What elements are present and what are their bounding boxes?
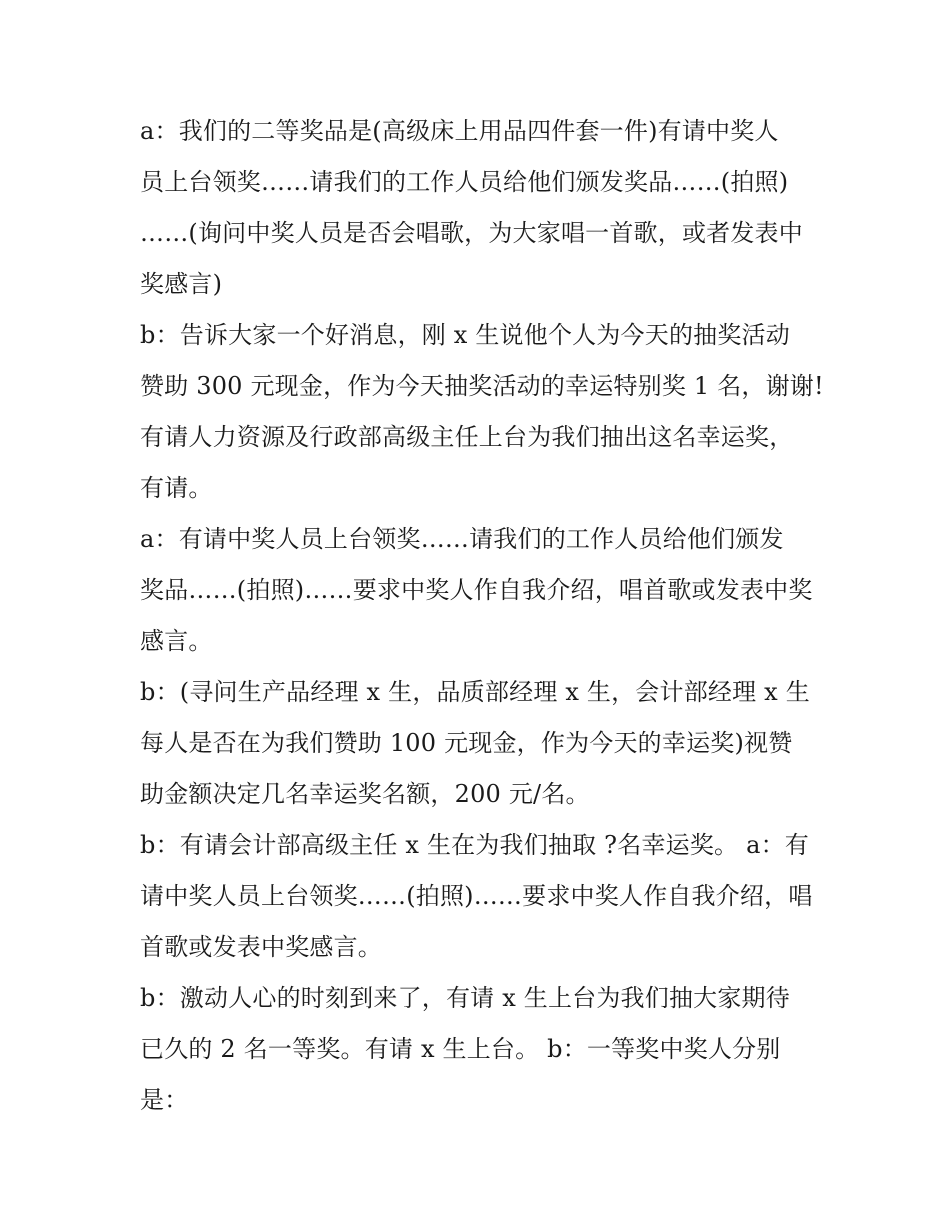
- text-line: 有请人力资源及行政部高级主任上台为我们抽出这名幸运奖，: [140, 423, 794, 451]
- text-line: b：激动人心的时刻到来了，有请 x 生上台为我们抽大家期待: [140, 984, 790, 1012]
- text-line: b：有请会计部高级主任 x 生在为我们抽取 ?名幸运奖。 a：有: [140, 831, 809, 859]
- text-line: a：有请中奖人员上台领奖……请我们的工作人员给他们颁发: [140, 525, 784, 553]
- text-line: b：(寻问生产品经理 x 生，品质部经理 x 生，会计部经理 x 生: [140, 678, 810, 706]
- text-line: b：告诉大家一个好消息，刚 x 生说他个人为今天的抽奖活动: [140, 321, 790, 349]
- text-line: 感言。: [140, 627, 213, 655]
- text-line: 员上台领奖……请我们的工作人员给他们颁发奖品……(拍照): [140, 168, 789, 196]
- text-line: 赞助 300 元现金，作为今天抽奖活动的幸运特别奖 1 名，谢谢!: [140, 372, 824, 400]
- document-body: [140, 106, 824, 1126]
- text-line: ……(询问中奖人员是否会唱歌，为大家唱一首歌，或者发表中: [140, 219, 803, 247]
- text-line: 每人是否在为我们赞助 100 元现金，作为今天的幸运奖)视赞: [140, 729, 793, 757]
- text-line: 首歌或发表中奖感言。: [140, 933, 382, 961]
- text-line: 奖品……(拍照)……要求中奖人作自我介绍，唱首歌或发表中奖: [140, 576, 813, 604]
- text-line: 请中奖人员上台领奖……(拍照)……要求中奖人作自我介绍，唱: [140, 882, 813, 910]
- text-line: 是：: [140, 1086, 189, 1114]
- text-line: 助金额决定几名幸运奖名额，200 元/名。: [140, 780, 590, 808]
- text-line: 有请。: [140, 474, 213, 502]
- text-line: 奖感言): [140, 270, 223, 298]
- text-line: 已久的 2 名一等奖。有请 x 生上台。 b：一等奖中奖人分别: [140, 1035, 781, 1063]
- text-line: a：我们的二等奖品是(高级床上用品四件套一件)有请中奖人: [140, 117, 779, 145]
